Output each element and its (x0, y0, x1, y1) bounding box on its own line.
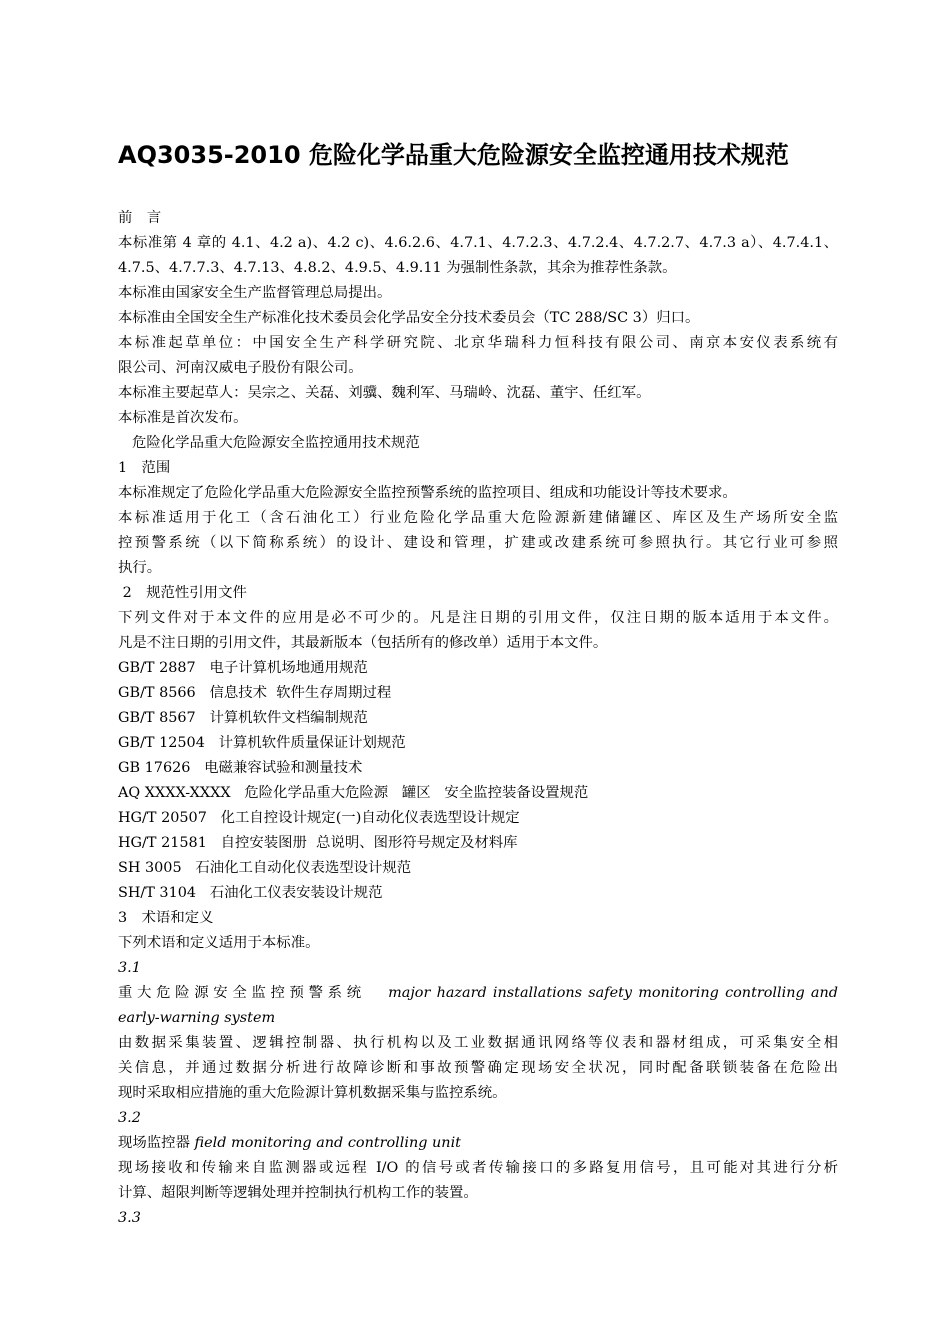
text-line: 现时采取相应措施的重大危险源计算机数据采集与监控系统。 (118, 1085, 507, 1101)
text-line: 下列文件对于本文件的应用是必不可少的。凡是注日期的引用文件，仅注日期的版本适用于本文件。 (118, 610, 838, 626)
reference-item: GB/T 8566 信息技术 软件生存周期过程 (118, 685, 392, 701)
section-3-heading: 3 术语和定义 (118, 910, 214, 926)
document-body (118, 206, 838, 1231)
term-3-2-definition (118, 1156, 838, 1206)
term-3-2-number: 3.2 (118, 1110, 141, 1126)
term-3-3-number: 3.3 (118, 1210, 141, 1226)
section-2-heading: 2 规范性引用文件 (118, 585, 247, 601)
foreword-paragraph-2: 本标准由国家安全生产监督管理总局提出。 (118, 285, 392, 301)
term-3-1-number: 3.1 (118, 960, 141, 976)
reference-list (118, 656, 838, 906)
term-3-2-english: field monitoring and controlling unit (194, 1135, 461, 1151)
term-3-1-title (118, 981, 838, 1031)
foreword-paragraph-1 (118, 231, 838, 281)
document-title: AQ3035-2010 危险化学品重大危险源安全监控通用技术规范 (118, 141, 789, 169)
section-1-paragraph-2 (118, 506, 838, 581)
section-1-heading: 1 范围 (118, 460, 171, 476)
term-3-1-english: major hazard installations safety monitoring controlling and (388, 985, 838, 1001)
reference-item: GB/T 12504 计算机软件质量保证计划规范 (118, 735, 406, 751)
section-3-intro: 下列术语和定义适用于本标准。 (118, 935, 320, 951)
reference-item: SH 3005 石油化工自动化仪表选型设计规范 (118, 860, 412, 876)
foreword-heading: 前 言 (118, 210, 162, 226)
reference-item: AQ XXXX-XXXX 危险化学品重大危险源 罐区 安全监控装备设置规范 (118, 785, 589, 801)
term-3-1-definition (118, 1031, 838, 1106)
foreword-paragraph-6: 本标准是首次发布。 (118, 410, 248, 426)
foreword-paragraph-5: 本标准主要起草人：吴宗之、关磊、刘骥、魏利军、马瑞岭、沈磊、董宇、任红军。 (118, 385, 651, 401)
foreword-paragraph-4 (118, 331, 838, 381)
reference-item: GB/T 8567 计算机软件文档编制规范 (118, 710, 368, 726)
text-line: 关信息，并通过数据分析进行故障诊断和事故预警确定现场安全状况，同时配备联锁装备在危险出 (118, 1060, 838, 1076)
text-line (118, 981, 838, 1006)
foreword-paragraph-3: 本标准由全国安全生产标准化技术委员会化学品安全分技术委员会（TC 288/SC 3）归口。 (118, 310, 700, 326)
text-line: 4.7.5、4.7.7.3、4.7.13、4.8.2、4.9.5、4.9.11 为强制性条款，其余为推荐性条款。 (118, 260, 677, 276)
text-line: 本标准第 4 章的 4.1、4.2 a)、4.2 c)、4.6.2.6、4.7.1、4.7.2.3、4.7.2.4、4.7.2.7、4.7.3 a）、4.7.4.1、 (118, 235, 838, 251)
section-2-paragraph-1 (118, 606, 838, 656)
reference-item: GB 17626 电磁兼容试验和测量技术 (118, 760, 363, 776)
text-line: 限公司、河南汉威电子股份有限公司。 (118, 360, 363, 376)
text-line: early-warning system (118, 1010, 276, 1026)
text-line: 执行。 (118, 560, 162, 576)
term-3-1-chinese: 重大危险源安全监控预警系统 (118, 985, 366, 1001)
term-3-2-title (118, 1131, 838, 1156)
section-1-paragraph-1: 本标准规定了危险化学品重大危险源安全监控预警系统的监控项目、组成和功能设计等技术要求。 (118, 485, 737, 501)
text-line: 凡是不注日期的引用文件，其最新版本（包括所有的修改单）适用于本文件。 (118, 635, 608, 651)
text-line: 本标准适用于化工（含石油化工）行业危险化学品重大危险源新建储罐区、库区及生产场所安全监 (118, 510, 838, 526)
text-line: 计算、超限判断等逻辑处理并控制执行机构工作的装置。 (118, 1185, 478, 1201)
text-line: 本标准起草单位：中国安全生产科学研究院、北京华瑞科力恒科技有限公司、南京本安仪表系统有 (118, 335, 838, 351)
term-3-2-chinese: 现场监控器 (118, 1135, 190, 1151)
text-line: 控预警系统（以下简称系统）的设计、建设和管理，扩建或改建系统可参照执行。其它行业可参照 (118, 535, 838, 551)
body-title: 危险化学品重大危险源安全监控通用技术规范 (132, 435, 420, 451)
reference-item: SH/T 3104 石油化工仪表安装设计规范 (118, 885, 383, 901)
text-line: 现场接收和传输来自监测器或远程 I/O 的信号或者传输接口的多路复用信号，且可能对其进行分析 (118, 1160, 838, 1176)
reference-item: GB/T 2887 电子计算机场地通用规范 (118, 660, 368, 676)
text-line: 由数据采集装置、逻辑控制器、执行机构以及工业数据通讯网络等仪表和器材组成，可采集安全相 (118, 1035, 838, 1051)
reference-item: HG/T 21581 自控安装图册 总说明、图形符号规定及材料库 (118, 835, 518, 851)
reference-item: HG/T 20507 化工自控设计规定(一)自动化仪表选型设计规定 (118, 810, 520, 826)
